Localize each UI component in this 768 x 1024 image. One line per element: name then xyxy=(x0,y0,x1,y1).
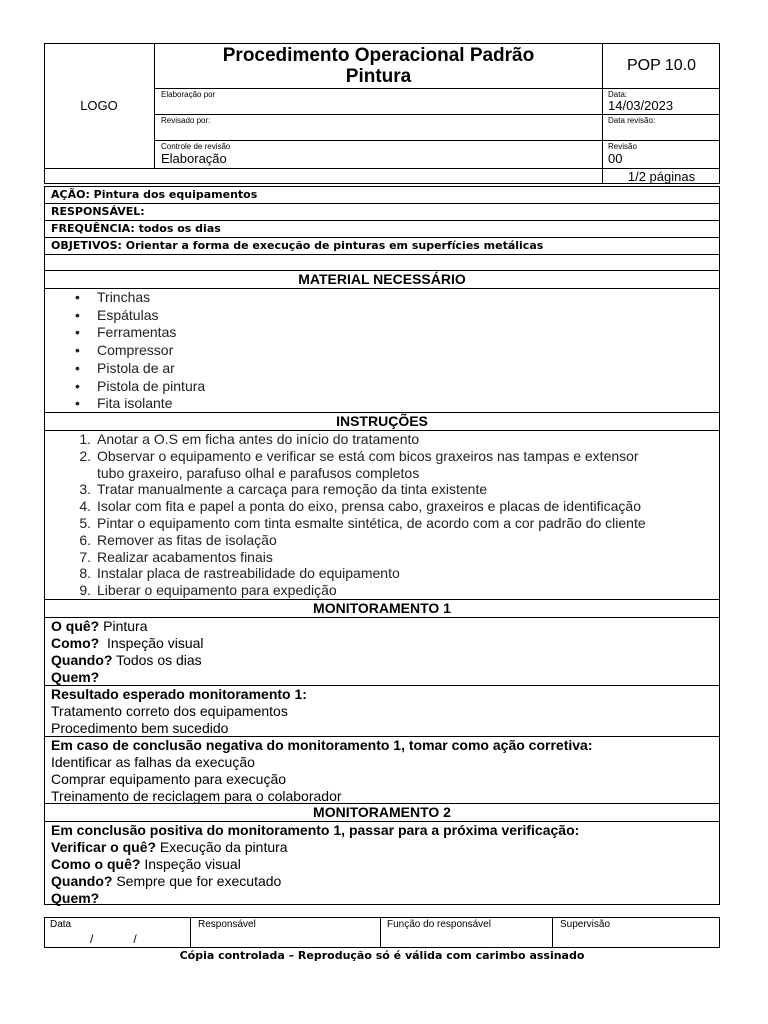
material-item: • Pistola de ar xyxy=(45,360,719,378)
footer-funcao-label: Função do responsável xyxy=(387,919,491,930)
material-title: MATERIAL NECESSÁRIO xyxy=(298,271,466,287)
resultado-item: Procedimento bem sucedido xyxy=(51,720,229,736)
material-item: • Trinchas xyxy=(45,289,719,307)
responsavel-row xyxy=(44,203,720,220)
data-revisao-label: Data revisão: xyxy=(608,116,656,125)
title-line-2: Pintura xyxy=(345,66,412,87)
footer-responsavel-label: Responsável xyxy=(198,919,256,930)
objetivos-row xyxy=(44,237,720,254)
monitoramento1-title: MONITORAMENTO 1 xyxy=(313,600,451,616)
o-que-line: O quê? Pintura xyxy=(51,618,148,634)
quem-line: Quem? xyxy=(51,669,100,685)
resultado-item: Tratamento correto dos equipamentos xyxy=(51,703,288,719)
material-item: • Fita isolante xyxy=(45,395,719,413)
instrucoes-list-cell xyxy=(44,430,720,599)
data-label: Data: xyxy=(608,90,628,99)
material-item: • Pistola de pintura xyxy=(45,378,719,396)
material-item: • Ferramentas xyxy=(45,324,719,342)
monitoramento2-title: MONITORAMENTO 2 xyxy=(313,804,451,820)
resultado-cell xyxy=(44,685,720,736)
instruction-item: 7. Realizar acabamentos finais xyxy=(79,548,273,565)
blank-row xyxy=(44,254,720,270)
material-list-cell xyxy=(44,288,720,412)
negativo-cell xyxy=(44,736,720,803)
elaborado-label: Elaboração por xyxy=(161,90,216,99)
negativo-item: Comprar equipamento para execução xyxy=(51,771,287,787)
acao-text: AÇÃO: Pintura dos equipamentos xyxy=(51,188,258,201)
instrucoes-header xyxy=(44,412,720,430)
frequencia-row xyxy=(44,220,720,237)
monitoramento1-details xyxy=(44,617,720,685)
quando-line: Quando? Todos os dias xyxy=(51,652,202,668)
quando2-line: Quando? Sempre que for executado xyxy=(51,873,282,889)
material-item: • Compressor xyxy=(45,342,719,360)
negativo-item: Identificar as falhas da execução xyxy=(51,754,255,770)
instruction-item: 5. Pintar o equipamento com tinta esmalte sintética, de acordo com a cor padrão do cliente xyxy=(79,514,646,531)
revisao-label: Revisão xyxy=(608,142,637,151)
page-title xyxy=(155,45,602,87)
footer-data-value: / / xyxy=(90,932,137,946)
material-list xyxy=(45,289,719,413)
controlled-copy-note: Cópia controlada – Reprodução só é válida com carimbo assinado xyxy=(179,949,585,962)
page-count: 1/2 páginas xyxy=(627,169,696,184)
document-code: POP 10.0 xyxy=(626,57,697,74)
frequencia-text: FREQUÊNCIA: todos os dias xyxy=(51,222,221,235)
instruction-item: 1. Anotar a O.S em ficha antes do início do tratamento xyxy=(79,431,420,447)
instruction-item: 4. Isolar com fita e papel a ponta do eixo, prensa cabo, graxeiros e placas de identificação xyxy=(79,498,641,515)
verificar-line: Verificar o quê? Execução da pintura xyxy=(51,839,288,855)
footer-data-label: Data xyxy=(50,919,72,930)
revisado-label: Revisado por: xyxy=(161,116,211,125)
logo xyxy=(44,43,154,168)
data-value: 14/03/2023 xyxy=(608,98,674,113)
resultado-title: Resultado esperado monitoramento 1: xyxy=(51,686,307,702)
negativo-title: Em caso de conclusão negativa do monitoramento 1, tomar como ação corretiva: xyxy=(51,737,593,753)
title-line-1: Procedimento Operacional Padrão xyxy=(222,45,535,66)
controle-label: Controle de revisão xyxy=(161,142,231,151)
monitoramento2-header xyxy=(44,803,720,821)
footer-supervisao-label: Supervisão xyxy=(560,919,611,930)
acao-row xyxy=(44,186,720,203)
revisao-value: 00 xyxy=(608,151,623,166)
signature-table xyxy=(44,917,720,948)
controle-value: Elaboração xyxy=(161,151,227,166)
monitoramento1-header xyxy=(44,599,720,617)
negativo-item: Treinamento de reciclagem para o colaborador xyxy=(51,788,342,804)
quem2-line: Quem? xyxy=(51,890,100,906)
monitoramento2-details xyxy=(44,821,720,905)
objetivos-text: OBJETIVOS: Orientar a forma de execução de pinturas em superfícies metálicas xyxy=(51,239,544,252)
instruction-item: 6. Remover as fitas de isolação xyxy=(79,531,277,548)
instruction-item: 2. Observar o equipamento e verificar se está com bicos graxeiros nas tampas e extensor tubo graxeiro, parafuso olhal e parafusos completos xyxy=(79,447,639,481)
material-item: • Espátulas xyxy=(45,307,719,325)
instruction-item: 9. Liberar o equipamento para expedição xyxy=(79,582,337,599)
como-o-que-line: Como o quê? Inspeção visual xyxy=(51,856,241,872)
como-line: Como? Inspeção visual xyxy=(51,635,204,651)
instruction-item: 8. Instalar placa de rastreabilidade do equipamento xyxy=(79,565,400,582)
positivo-title: Em conclusão positiva do monitoramento 1, passar para a próxima verificação: xyxy=(51,822,580,838)
logo-text: LOGO xyxy=(80,98,118,113)
material-header xyxy=(44,270,720,288)
responsavel-text: RESPONSÁVEL: xyxy=(51,205,145,218)
instruction-item: 3. Tratar manualmente a carcaça para remoção da tinta existente xyxy=(79,481,488,498)
instrucoes-list xyxy=(45,431,719,599)
instrucoes-title: INSTRUÇÕES xyxy=(336,413,428,429)
